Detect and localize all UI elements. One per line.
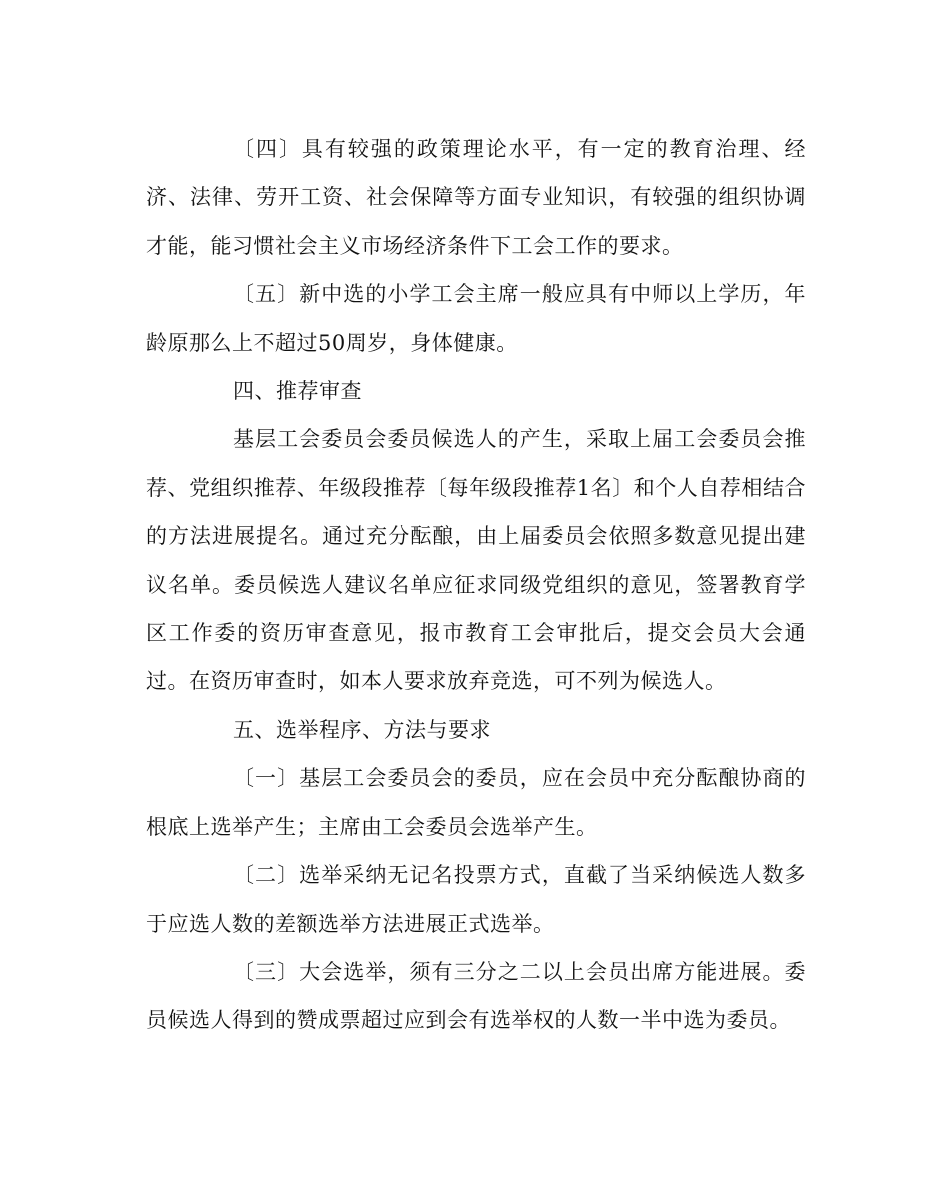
paragraph-qualification-5: 〔五〕新中选的小学工会主席一般应具有中师以上学历，年龄原那么上不超过50周岁，身体健康。	[146, 282, 806, 355]
paragraph-candidate-nomination: 基层工会委员会委员候选人的产生，采取上届工会委员会推荐、党组织推荐、年级段推荐〔每年级段推荐1名〕和个人自荐相结合的方法进展提名。通过充分酝酿，由上届委员会依照多数意见提出建议名单。委员候选人建议名单应征求同级党组织的意见，签署教育学区工作委的资历审查意见，报市教育工会审批后，提交会员大会通过。在资历审查时，如本人要求放弃竞选，可不列为候选人。	[146, 427, 806, 694]
paragraph-election-rule-2: 〔二〕选举采纳无记名投票方式，直截了当采纳候选人数多于应选人数的差额选举方法进展正式选举。	[146, 863, 806, 936]
document-body	[146, 125, 806, 1045]
paragraph-qualification-4: 〔四〕具有较强的政策理论水平，有一定的教育治理、经济、法律、劳开工资、社会保障等方面专业知识，有较强的组织协调才能，能习惯社会主义市场经济条件下工会工作的要求。	[146, 137, 806, 258]
paragraph-election-rule-3: 〔三〕大会选举，须有三分之二以上会员出席方能进展。委员候选人得到的赞成票超过应到会有选举权的人数一半中选为委员。	[146, 959, 806, 1033]
paragraph-election-rule-1: 〔一〕基层工会委员会的委员，应在会员中充分酝酿协商的根底上选举产生；主席由工会委员会选举产生。	[146, 766, 806, 839]
section-heading-election-procedure: 五、选举程序、方法与要求	[233, 717, 491, 742]
section-heading-recommendation-review: 四、推荐审查	[233, 379, 362, 404]
